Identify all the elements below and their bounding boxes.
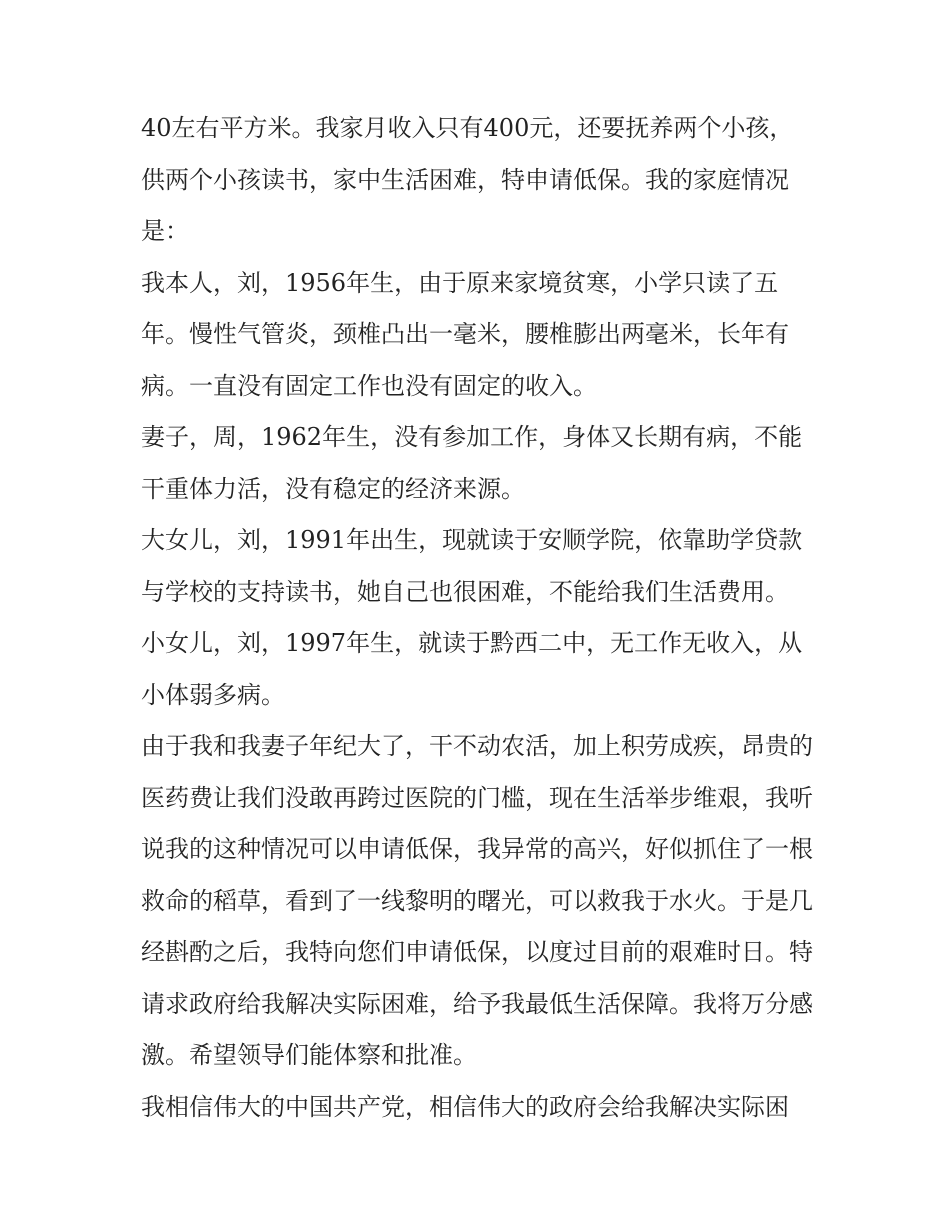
- paragraph-request: 由于我和我妻子年纪大了，干不动农活，加上积劳成疾，昂贵的医药费让我们没敢再跨过医院的门槛，现在生活举步维艰，我听说我的这种情况可以申请低保，我异常的高兴，好似抓住了一根救命的稻草，看到了一线黎明的曙光，可以救我于水火。于是几经斟酌之后，我特向您们申请低保，以度过目前的艰难时日。特请求政府给我解决实际困难，给予我最低生活保障。我将万分感激。希望领导们能体察和批准。: [141, 732, 813, 1069]
- document-body: [141, 103, 813, 1133]
- paragraph-wife: 妻子，周，1962年生，没有参加工作，身体又长期有病，不能干重体力活，没有稳定的经济来源。: [141, 423, 803, 503]
- paragraph-housing-income: 40左右平方米。我家月收入只有400元，还要抚养两个小孩，供两个小孩读书，家中生活困难，特申请低保。我的家庭情况是：: [141, 114, 794, 245]
- paragraph-younger-daughter: 小女儿，刘，1997年生，就读于黔西二中，无工作无收入，从小体弱多病。: [141, 629, 803, 709]
- paragraph-closing: 我相信伟大的中国共产党，相信伟大的政府会给我解决实际困: [141, 1092, 789, 1121]
- paragraph-elder-daughter: 大女儿，刘，1991年出生，现就读于安顺学院，依靠助学贷款与学校的支持读书，她自己也很困难，不能给我们生活费用。: [141, 526, 803, 606]
- paragraph-self: 我本人，刘，1956年生，由于原来家境贫寒，小学只读了五年。慢性气管炎，颈椎凸出一毫米，腰椎膨出两毫米，长年有病。一直没有固定工作也没有固定的收入。: [141, 268, 789, 400]
